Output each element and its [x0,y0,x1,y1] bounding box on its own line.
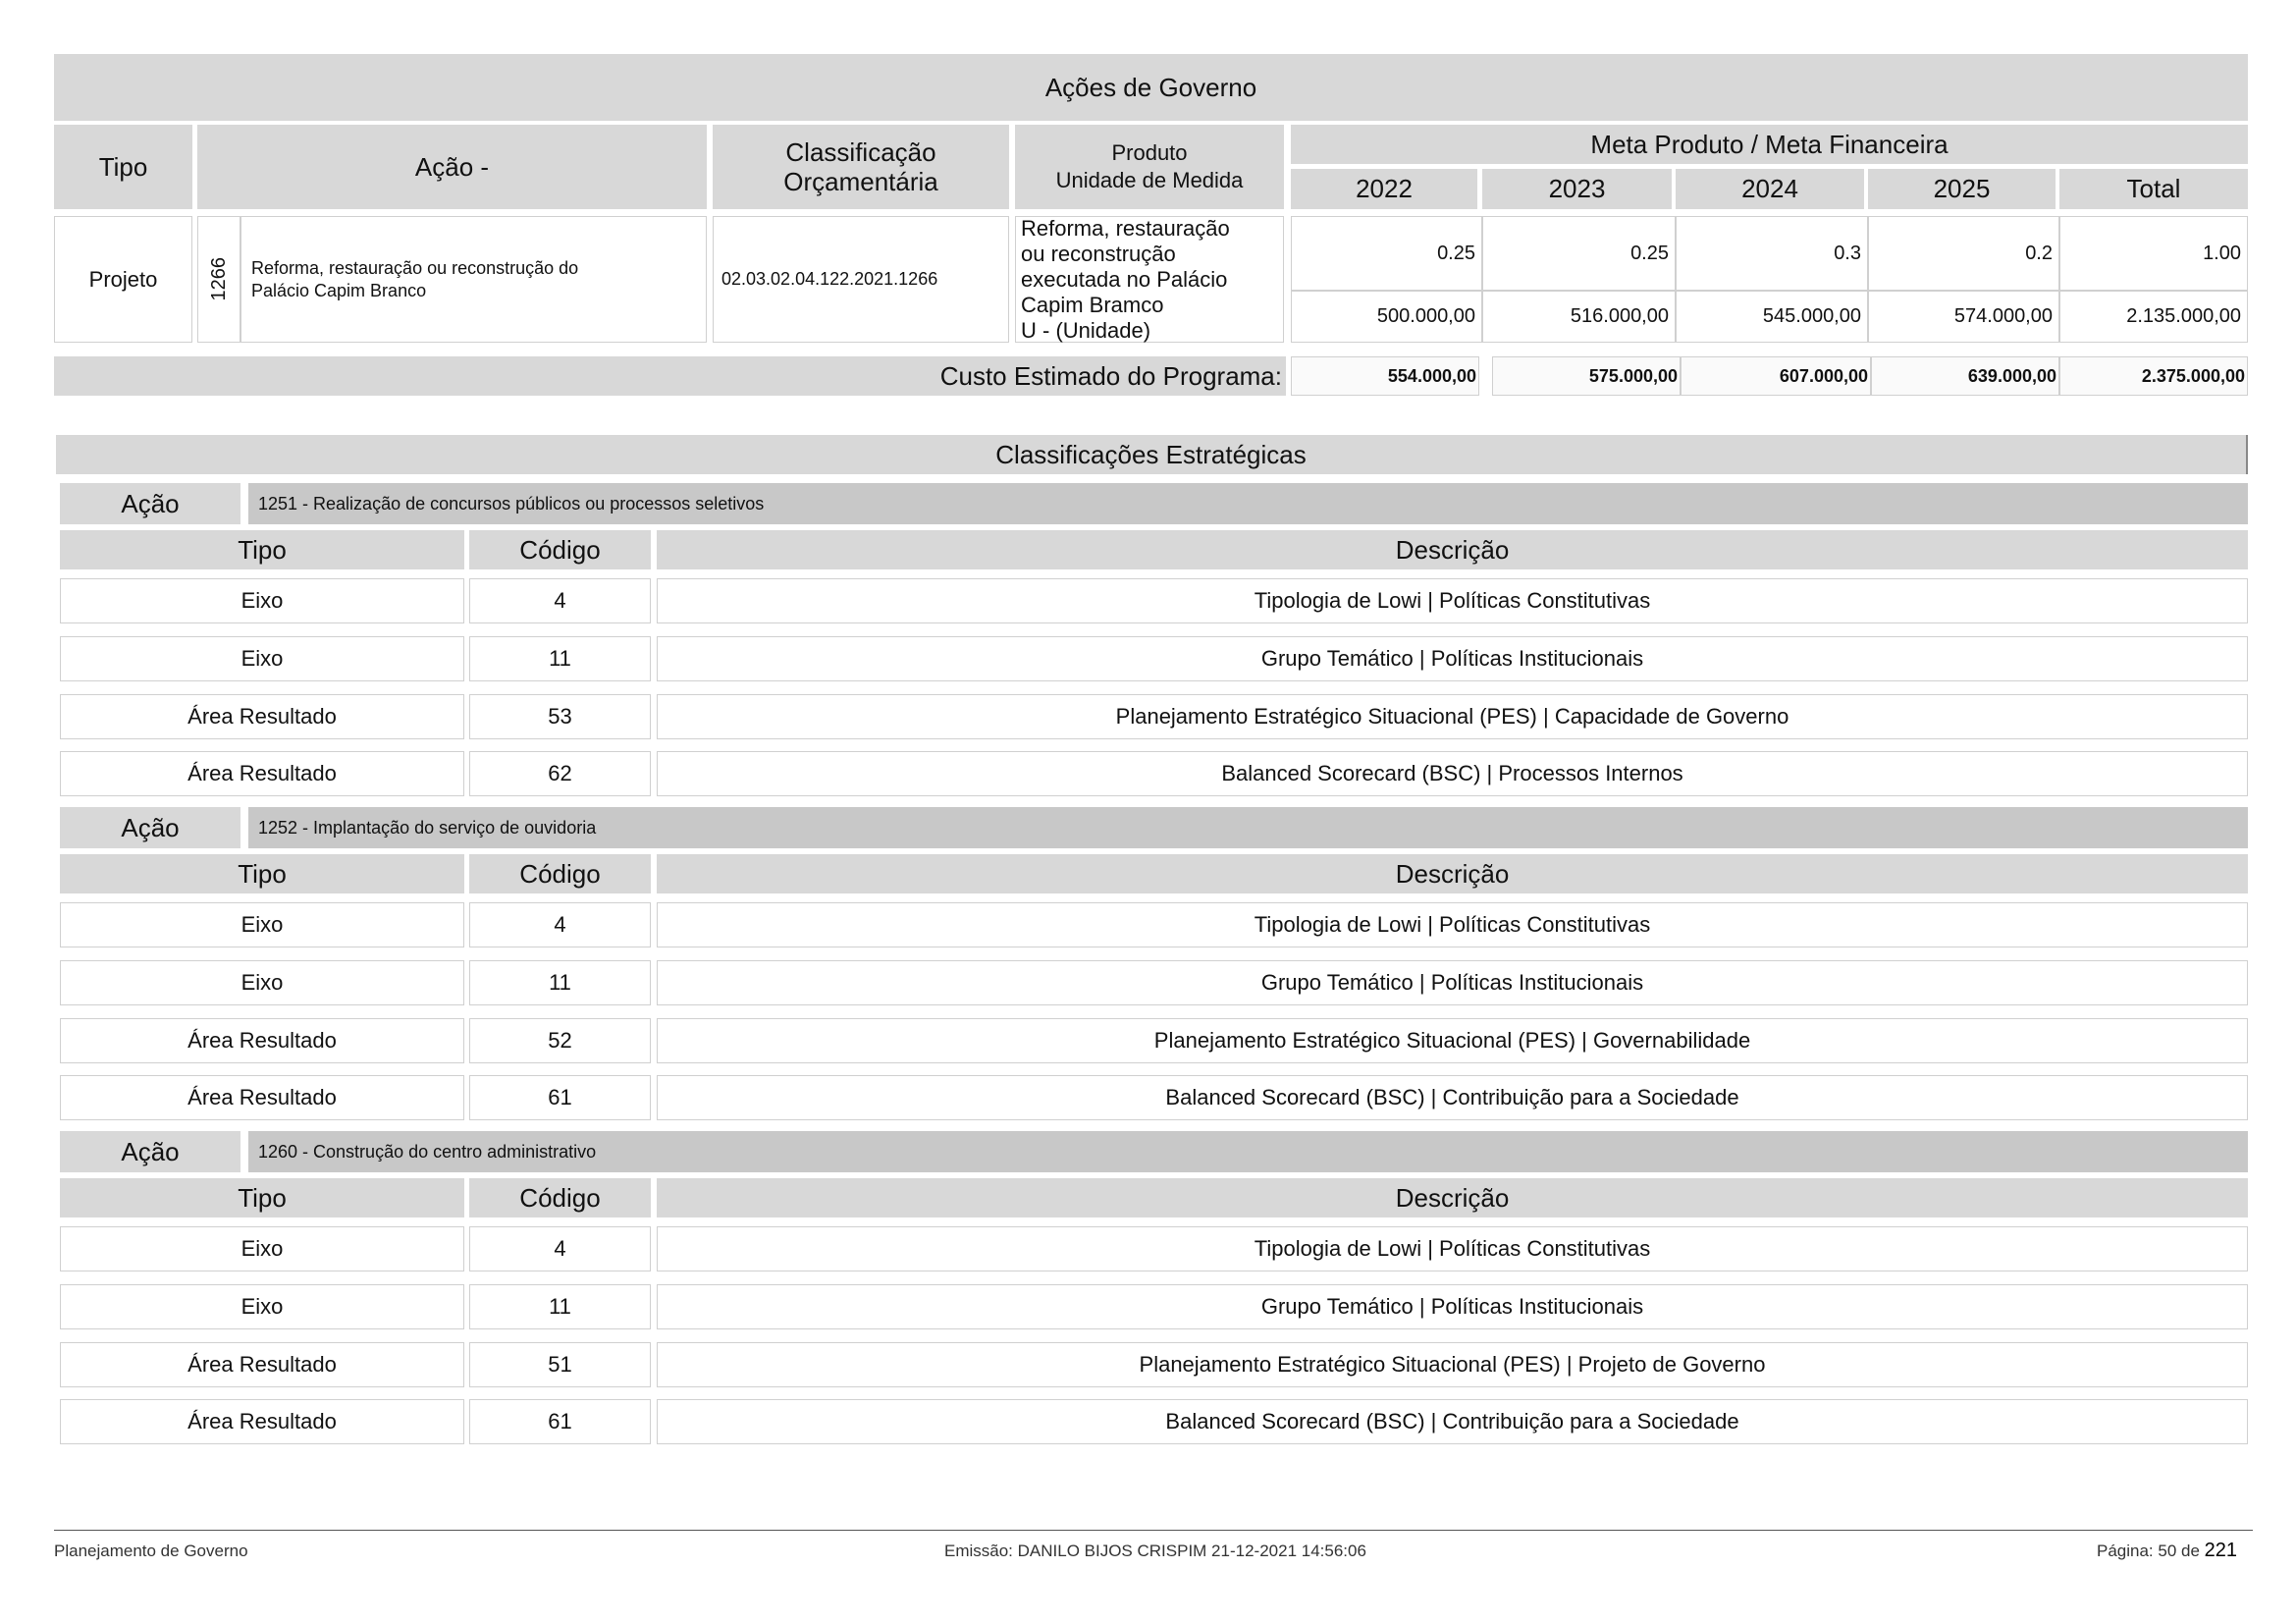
row-tipo: Eixo [60,960,464,1005]
col-tipo-header: Tipo [60,1178,464,1217]
meta-financeira-total: 2.135.000,00 [2059,291,2248,343]
header-produto [1015,125,1284,209]
row-codigo-text: 1266 [207,257,230,301]
row-codigo: 4 [469,902,651,947]
row-descricao: Tipologia de Lowi | Políticas Constitutivas [657,578,2248,623]
row-descricao: Balanced Scorecard (BSC) | Contribuição para a Sociedade [657,1399,2248,1444]
footer-page-total: 221 [2204,1540,2238,1561]
row-tipo: Eixo [60,902,464,947]
row-tipo: Eixo [60,578,464,623]
col-descricao-header: Descrição [657,1178,2248,1217]
row-descricao: Tipologia de Lowi | Políticas Constitutivas [657,1226,2248,1271]
row-descricao: Tipologia de Lowi | Políticas Constitutivas [657,902,2248,947]
row-descricao: Grupo Temático | Políticas Institucionais [657,960,2248,1005]
meta-financeira-2022: 500.000,00 [1291,291,1482,343]
custo-2024: 607.000,00 [1681,356,1871,396]
custo-total: 2.375.000,00 [2059,356,2248,396]
row-descricao: Planejamento Estratégico Situacional (PES) | Capacidade de Governo [657,694,2248,739]
custo-2023: 575.000,00 [1492,356,1681,396]
row-descricao: Grupo Temático | Políticas Institucionais [657,636,2248,681]
meta-financeira-2024: 545.000,00 [1676,291,1868,343]
acoes-title: Ações de Governo [54,54,2248,121]
row-codigo [197,216,240,343]
footer-page-label: Página: 50 de [2097,1542,2200,1560]
header-year-2023: 2023 [1482,169,1672,209]
row-codigo: 61 [469,1399,651,1444]
header-meta: Meta Produto / Meta Financeira [1291,125,2248,164]
footer-left: Planejamento de Governo [54,1542,248,1560]
row-descricao-line1: Reforma, restauração ou reconstrução do [251,257,579,278]
row-codigo: 52 [469,1018,651,1063]
row-codigo: 4 [469,1226,651,1271]
footer-page [2097,1540,2237,1565]
row-codigo: 51 [469,1342,651,1387]
header-produto-line2: Unidade de Medida [1055,168,1244,192]
row-descricao: Balanced Scorecard (BSC) | Processos Internos [657,751,2248,796]
row-produto-line3: executada no Palácio [1021,266,1228,292]
meta-financeira-2025: 574.000,00 [1868,291,2059,343]
header-classificacao-line1: Classificação [785,137,936,167]
row-produto-line2: ou reconstrução [1021,241,1176,266]
meta-produto-2025: 0.2 [1868,216,2059,291]
col-descricao-header: Descrição [657,854,2248,893]
header-tipo: Tipo [54,125,192,209]
row-tipo: Área Resultado [60,1075,464,1120]
row-tipo: Área Resultado [60,1342,464,1387]
acao-name: 1252 - Implantação do serviço de ouvidoria [248,807,2248,848]
custo-2022: 554.000,00 [1291,356,1479,396]
row-tipo: Eixo [60,636,464,681]
meta-produto-2023: 0.25 [1482,216,1676,291]
header-classificacao [713,125,1009,209]
row-codigo: 11 [469,1284,651,1329]
meta-produto-2024: 0.3 [1676,216,1868,291]
row-codigo: 61 [469,1075,651,1120]
row-codigo: 11 [469,960,651,1005]
acao-name: 1260 - Construção do centro administrativo [248,1131,2248,1172]
estrategicas-title: Classificações Estratégicas [56,435,2248,474]
row-descricao-line2: Palácio Capim Branco [251,280,427,300]
row-tipo: Área Resultado [60,1018,464,1063]
header-year-2024: 2024 [1676,169,1864,209]
footer-divider [54,1530,2253,1531]
acao-label: Ação [60,1131,240,1172]
acao-label: Ação [60,807,240,848]
custo-2025: 639.000,00 [1871,356,2059,396]
custo-label: Custo Estimado do Programa: [54,356,1286,396]
row-descricao [240,216,707,343]
header-year-2025: 2025 [1868,169,2056,209]
col-tipo-header: Tipo [60,854,464,893]
header-year-2022: 2022 [1291,169,1477,209]
row-tipo: Área Resultado [60,694,464,739]
col-tipo-header: Tipo [60,530,464,569]
row-descricao: Balanced Scorecard (BSC) | Contribuição para a Sociedade [657,1075,2248,1120]
row-tipo: Eixo [60,1226,464,1271]
row-tipo: Eixo [60,1284,464,1329]
header-produto-line1: Produto [1111,140,1188,165]
col-codigo-header: Código [469,854,651,893]
row-codigo: 53 [469,694,651,739]
col-codigo-header: Código [469,1178,651,1217]
row-descricao: Grupo Temático | Políticas Institucionais [657,1284,2248,1329]
row-descricao: Planejamento Estratégico Situacional (PES) | Governabilidade [657,1018,2248,1063]
meta-produto-2022: 0.25 [1291,216,1482,291]
row-codigo: 11 [469,636,651,681]
header-classificacao-line2: Orçamentária [783,167,938,196]
col-codigo-header: Código [469,530,651,569]
row-tipo: Área Resultado [60,751,464,796]
header-year-total: Total [2059,169,2248,209]
meta-financeira-2023: 516.000,00 [1482,291,1676,343]
row-tipo: Área Resultado [60,1399,464,1444]
col-descricao-header: Descrição [657,530,2248,569]
row-produto [1015,216,1284,343]
row-classificacao: 02.03.02.04.122.2021.1266 [713,216,1009,343]
row-tipo: Projeto [54,216,192,343]
acao-name: 1251 - Realização de concursos públicos ou processos seletivos [248,483,2248,524]
row-descricao: Planejamento Estratégico Situacional (PES) | Projeto de Governo [657,1342,2248,1387]
row-produto-line5: U - (Unidade) [1021,317,1151,343]
header-acao: Ação - [197,125,707,209]
acao-label: Ação [60,483,240,524]
footer-emissao: Emissão: DANILO BIJOS CRISPIM 21-12-2021 14:56:06 [944,1542,1366,1560]
row-codigo: 62 [469,751,651,796]
row-produto-line4: Capim Bramco [1021,292,1164,317]
row-produto-line1: Reforma, restauração [1021,215,1230,241]
row-codigo: 4 [469,578,651,623]
meta-produto-total: 1.00 [2059,216,2248,291]
